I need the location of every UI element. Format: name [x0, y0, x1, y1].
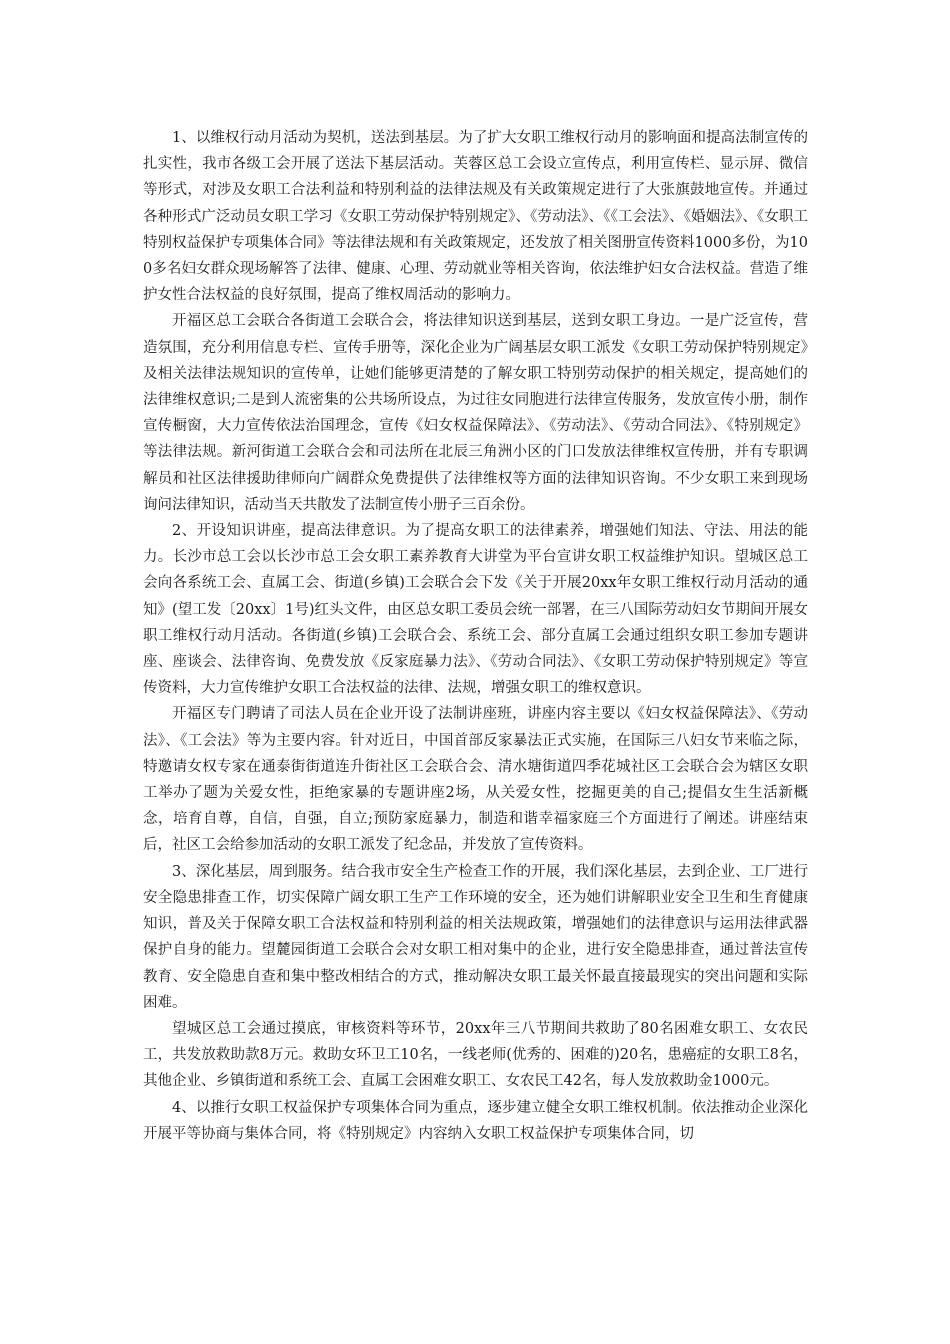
paragraph: 开福区总工会联合各街道工会联合会，将法律知识送到基层，送到女职工身边。一是广泛宣传，营造氛围，充分利用信息专栏、宣传手册等，深化企业为广阔基层女职工派发《女职工劳动保护特别规定》及相关法律法规知识的宣传单，让她们能够更清楚的了解女职工特别劳动保护的相关规定，提高她们的法律维权意识;二是到人流密集的公共场所设点，为过往女同胞进行法律宣传服务，发放宣传小册，制作宣传橱窗，大力宣传依法治国理念，宣传《妇女权益保障法》、《劳动法》、《劳动合同法》、《特别规定》等法律法规。新河街道工会联合会和司法所在北辰三角洲小区的门口发放法律维权宣传册，并有专职调解员和社区法律援助律师向广阔群众免费提供了法律维权等方面的法律知识咨询。不少女职工来到现场询问法律知识，活动当天共散发了法制宣传小册子三百余份。 — [143, 313, 808, 513]
paragraph: 4、以推行女职工权益保护专项集体合同为重点，逐步建立健全女职工维权机制。依法推动企业深化开展平等协商与集体合同，将《特别规定》内容纳入女职工权益保护专项集体合同，切 — [143, 1099, 808, 1142]
paragraph: 望城区总工会通过摸底，审核资料等环节，20xx年三八节期间共救助了80名困难女职工、女农民工，共发放救助款8万元。救助女环卫工10名，一线老师(优秀的、困难的)20名，患癌症的女职工8名，其他企业、乡镇街道和系统工会、直属工会困难女职工、女农民工42名，每人发放救助金1000元。 — [143, 1020, 808, 1090]
document-page — [143, 125, 808, 1147]
paragraph: 2、开设知识讲座，提高法律意识。为了提高女职工的法律素养，增强她们知法、守法、用法的能力。长沙市总工会以长沙市总工会女职工素养教育大讲堂为平台宣讲女职工权益维护知识。望城区总工会向各系统工会、直属工会、街道(乡镇)工会联合会下发《关于开展20xx年女职工维权行动月活动的通知》(望工发〔20xx〕1号)红头文件，由区总女职工委员会统一部署，在三八国际劳动妇女节期间开展女职工维权行动月活动。各街道(乡镇)工会联合会、系统工会、部分直属工会通过组织女职工参加专题讲座、座谈会、法律咨询、免费发放《反家庭暴力法》、《劳动合同法》、《女职工劳动保护特别规定》等宣传资料，大力宣传维护女职工合法权益的法律、法规，增强女职工的维权意识。 — [143, 523, 808, 697]
paragraph: 开福区专门聘请了司法人员在企业开设了法制讲座班，讲座内容主要以《妇女权益保障法》、《劳动法》、《工会法》等为主要内容。针对近日，中国首部反家暴法正式实施，在国际三八妇女节来临之际，特邀请女权专家在通泰街街道连升街社区工会联合会、清水塘街道四季花城社区工会联合会为辖区女职工举办了题为关爱女性，拒绝家暴的专题讲座2场，从关爱女性，挖掘更美的自己;提倡女生生活新概念，培育自尊，自信，自强，自立;预防家庭暴力，制造和谐幸福家庭三个方面进行了阐述。讲座结束后，社区工会给参加活动的女职工派发了纪念品，并发放了宣传资料。 — [143, 706, 808, 854]
paragraph: 3、深化基层，周到服务。结合我市安全生产检查工作的开展，我们深化基层，去到企业、工厂进行安全隐患排查工作，切实保障广阔女职工生产工作环境的安全，还为她们讲解职业安全卫生和生育健康知识，普及关于保障女职工合法权益和特别利益的相关法规政策，增强她们的法律意识与运用法律武器保护自身的能力。望麓园街道工会联合会对女职工相对集中的企业，进行安全隐患排查，通过普法宣传教育、安全隐患自查和集中整改相结合的方式，推动解决女职工最关怀最直接最现实的突出问题和实际困难。 — [143, 863, 808, 1011]
paragraph: 1、以维权行动月活动为契机，送法到基层。为了扩大女职工维权行动月的影响面和提高法制宣传的扎实性，我市各级工会开展了送法下基层活动。芙蓉区总工会设立宣传点，利用宣传栏、显示屏、微信等形式，对涉及女职工合法利益和特别利益的法律法规及有关政策规定进行了大张旗鼓地宣传。并通过各种形式广泛动员女职工学习《女职工劳动保护特别规定》、《劳动法》、《《工会法》、《婚姻法》、《女职工特别权益保护专项集体合同》等法律法规和有关政策规定，还发放了相关图册宣传资料1000多份，为100多名妇女群众现场解答了法律、健康、心理、劳动就业等相关咨询，依法维护妇女合法权益。营造了维护女性合法权益的良好氛围，提高了维权周活动的影响力。 — [143, 130, 808, 304]
